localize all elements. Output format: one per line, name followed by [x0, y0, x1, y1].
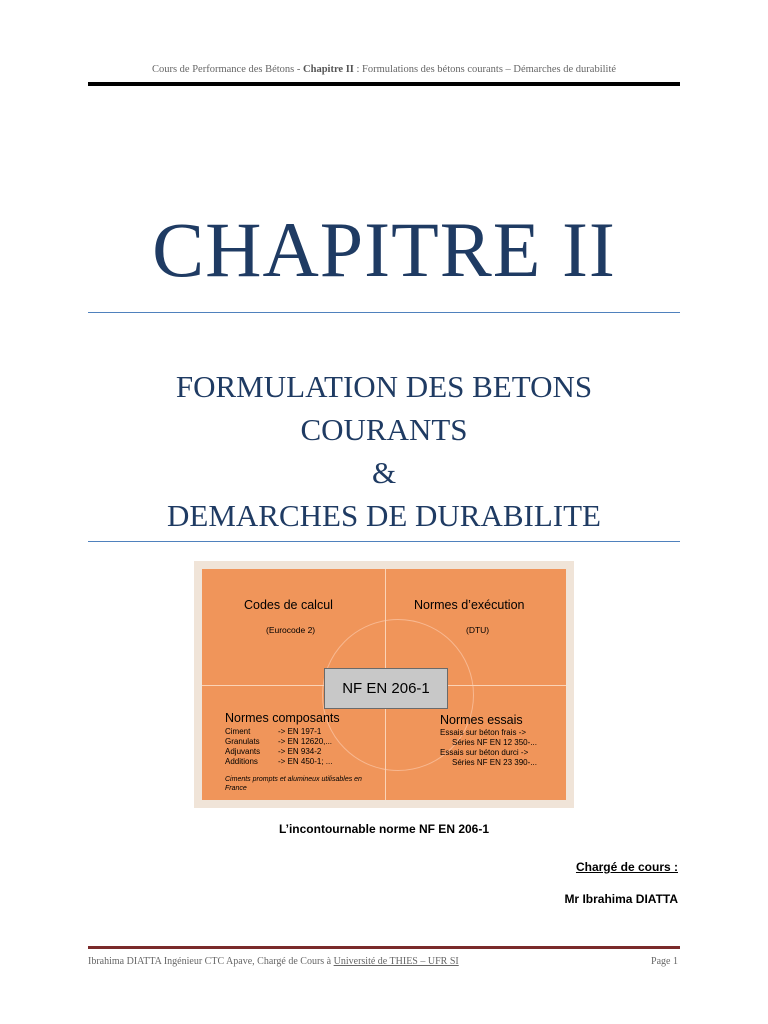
subtitle-rule	[88, 541, 680, 542]
center-norm-box: NF EN 206-1	[324, 668, 448, 709]
header-topic: : Formulations des bétons courants – Démarches de durabilité	[353, 64, 617, 75]
codes-sub: (Eurocode 2)	[266, 625, 316, 635]
page-number: Page 1	[651, 956, 678, 967]
component-ref: -> EN 12620,...	[278, 737, 333, 746]
title-rule	[88, 312, 680, 313]
subtitle-line-1: FORMULATION DES BETONS	[175, 369, 593, 404]
component-ref: -> EN 934-2	[278, 747, 322, 756]
components-note: Ciments prompts et alumineux utilisables en France	[225, 776, 362, 792]
subtitle-ampersand: &	[371, 455, 397, 490]
header-chapter: Chapitre II	[303, 64, 354, 75]
chapter-title: CHAPITRE II	[152, 206, 616, 293]
footer-text	[88, 956, 459, 967]
header-rule	[88, 82, 680, 86]
lecturer-label: Chargé de cours :	[575, 860, 678, 874]
footer-rule	[88, 946, 680, 949]
subtitle-line-4: DEMARCHES DE DURABILITE	[167, 498, 601, 533]
norms-figure	[194, 561, 574, 808]
component-name: Adjuvants	[225, 747, 261, 756]
component-name: Additions	[225, 757, 258, 766]
subtitle-line-2: COURANTS	[300, 412, 468, 447]
component-ref: -> EN 197-1	[278, 727, 322, 736]
figure-caption: L’incontournable norme NF EN 206-1	[278, 822, 490, 836]
execution-title: Normes d’exécution	[414, 598, 525, 612]
tests-line: Séries NF EN 23 390-...	[452, 758, 537, 767]
tests-title: Normes essais	[440, 713, 523, 727]
execution-sub: (DTU)	[466, 625, 490, 635]
tests-line: Séries NF EN 12 350-...	[452, 738, 537, 747]
footer-university-link[interactable]: Université de THIES – UFR SI	[333, 956, 459, 967]
components-title: Normes composants	[225, 711, 340, 725]
running-header	[88, 64, 680, 75]
component-name: Granulats	[225, 737, 260, 746]
tests-line: Essais sur béton frais ->	[440, 728, 527, 737]
component-name: Ciment	[225, 727, 251, 736]
header-course: Cours de Performance des Bétons -	[151, 64, 304, 75]
component-ref: -> EN 450-1; ...	[278, 757, 333, 766]
codes-title: Codes de calcul	[244, 598, 333, 612]
lecturer-name: Mr Ibrahima DIATTA	[564, 892, 678, 906]
tests-line: Essais sur béton durci ->	[440, 748, 529, 757]
footer-author: Ibrahima DIATTA Ingénieur CTC Apave, Chargé de Cours à	[88, 956, 334, 967]
